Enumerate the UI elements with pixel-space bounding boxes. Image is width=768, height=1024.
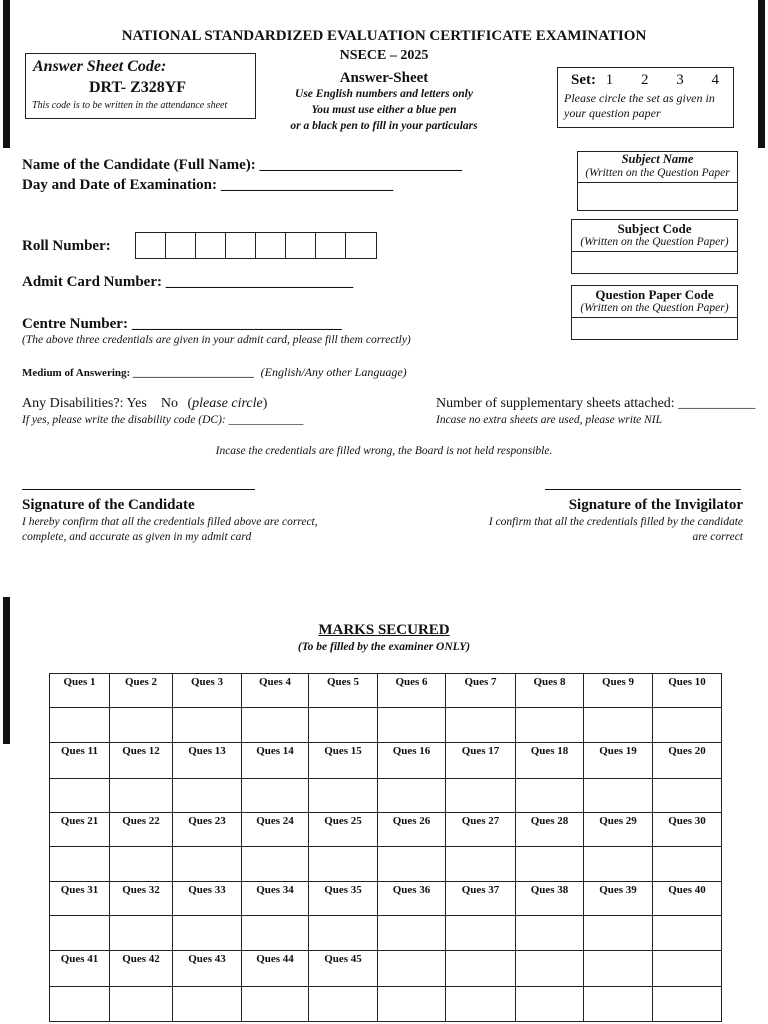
marks-question-row — [50, 743, 722, 779]
instruction-line-3: or a black pen to fill in your particulars — [290, 120, 478, 132]
marks-score-cell[interactable] — [50, 916, 110, 951]
answer-sheet-code-label: Answer Sheet Code: — [33, 58, 167, 75]
marks-score-cell[interactable] — [378, 708, 446, 743]
set-box — [557, 67, 734, 128]
exam-subtitle: NSECE – 2025 — [339, 48, 429, 63]
marks-question-label: Ques 31 — [50, 882, 110, 916]
marks-question-row — [50, 813, 722, 847]
subject-code-label: Subject Code — [617, 221, 692, 236]
marks-score-cell[interactable] — [584, 987, 653, 1022]
answer-sheet-code-value: DRT- Z328YF — [89, 79, 187, 96]
marks-score-cell[interactable] — [309, 987, 378, 1022]
marks-score-cell[interactable] — [584, 916, 653, 951]
marks-question-label: Ques 34 — [242, 882, 309, 916]
set-row — [571, 72, 719, 89]
marks-question-label: Ques 5 — [309, 674, 378, 708]
marks-score-cell[interactable] — [653, 708, 722, 743]
marks-question-label: Ques 26 — [378, 813, 446, 847]
exam-date-field[interactable]: Day and Date of Examination: _______________________ — [22, 177, 394, 193]
disability-question[interactable]: Any Disabilities?: Yes No — [22, 396, 178, 411]
marks-question-label: Ques 20 — [653, 743, 722, 779]
roll-digit-cell[interactable] — [196, 233, 226, 258]
set-note-line-1: Please circle the set as given in — [564, 91, 715, 105]
marks-score-cell[interactable] — [584, 708, 653, 743]
marks-score-cell[interactable] — [378, 847, 446, 882]
marks-question-label — [378, 951, 446, 987]
disability-code-field[interactable]: If yes, please write the disability code (DC): _____________ — [22, 414, 304, 426]
set-option-3[interactable]: 3 — [676, 72, 684, 88]
marks-score-cell[interactable] — [50, 847, 110, 882]
marks-score-cell[interactable] — [110, 779, 173, 813]
marks-score-row — [50, 987, 722, 1022]
marks-question-label: Ques 25 — [309, 813, 378, 847]
marks-score-cell[interactable] — [242, 847, 309, 882]
marks-question-label: Ques 2 — [110, 674, 173, 708]
marks-score-cell[interactable] — [446, 987, 516, 1022]
candidate-confirmation-line-1: I hereby confirm that all the credentials filled above are correct, — [22, 516, 318, 528]
candidate-confirmation-line-2: complete, and accurate as given in my admit card — [22, 531, 252, 543]
responsibility-note: Incase the credentials are filled wrong, the Board is not held responsible. — [215, 445, 553, 457]
marks-question-label: Ques 22 — [110, 813, 173, 847]
marks-score-cell[interactable] — [516, 916, 584, 951]
marks-question-row — [50, 951, 722, 987]
marks-score-cell[interactable] — [173, 847, 242, 882]
marks-score-cell[interactable] — [173, 779, 242, 813]
marks-score-cell[interactable] — [173, 987, 242, 1022]
roll-digit-cell[interactable] — [286, 233, 316, 258]
invigilator-signature-line[interactable] — [545, 489, 741, 490]
marks-score-cell[interactable] — [584, 847, 653, 882]
answer-sheet-code-box — [25, 53, 256, 119]
medium-row — [22, 365, 407, 380]
marks-question-label: Ques 13 — [173, 743, 242, 779]
marks-question-label: Ques 29 — [584, 813, 653, 847]
marks-question-label: Ques 36 — [378, 882, 446, 916]
disability-circle-note: please circle — [192, 396, 263, 411]
exam-title: NATIONAL STANDARDIZED EVALUATION CERTIFICATE EXAMINATION — [121, 28, 647, 44]
marks-score-cell[interactable] — [309, 779, 378, 813]
set-label: Set: — [571, 72, 596, 88]
marks-score-cell[interactable] — [446, 847, 516, 882]
marks-score-cell[interactable] — [516, 779, 584, 813]
marks-score-cell[interactable] — [110, 708, 173, 743]
medium-note: (English/Any other Language) — [260, 365, 407, 379]
question-paper-code-box — [571, 285, 738, 340]
marks-score-cell[interactable] — [309, 847, 378, 882]
marks-score-cell[interactable] — [242, 987, 309, 1022]
supplementary-note: Incase no extra sheets are used, please write NIL — [436, 414, 663, 426]
marks-score-cell[interactable] — [50, 779, 110, 813]
instruction-line-2: You must use either a blue pen — [311, 104, 457, 116]
marks-question-label — [584, 951, 653, 987]
marks-score-cell[interactable] — [516, 708, 584, 743]
answer-sheet-code-note: This code is to be written in the attendance sheet — [32, 100, 228, 111]
marks-question-label: Ques 45 — [309, 951, 378, 987]
marks-question-label: Ques 21 — [50, 813, 110, 847]
marks-score-row — [50, 916, 722, 951]
marks-question-label: Ques 40 — [653, 882, 722, 916]
marks-score-cell[interactable] — [50, 987, 110, 1022]
marks-question-label: Ques 24 — [242, 813, 309, 847]
marks-question-label — [516, 951, 584, 987]
roll-digit-cell[interactable] — [346, 233, 376, 258]
roll-digit-cell[interactable] — [166, 233, 196, 258]
marks-question-label — [446, 951, 516, 987]
marks-question-label: Ques 17 — [446, 743, 516, 779]
marks-question-label: Ques 37 — [446, 882, 516, 916]
marks-score-cell[interactable] — [446, 779, 516, 813]
marks-question-row — [50, 882, 722, 916]
marks-question-label: Ques 12 — [110, 743, 173, 779]
marks-question-label: Ques 41 — [50, 951, 110, 987]
invigilator-confirmation-line-1: I confirm that all the credentials filled by the candidate — [488, 516, 743, 528]
marks-question-label: Ques 27 — [446, 813, 516, 847]
marks-question-label: Ques 28 — [516, 813, 584, 847]
set-option-1[interactable]: 1 — [605, 72, 614, 88]
marks-question-label — [653, 951, 722, 987]
right-margin-bar — [758, 0, 765, 148]
question-paper-code-label: Question Paper Code — [595, 287, 714, 302]
marks-secured-title: MARKS SECURED — [318, 622, 450, 638]
marks-score-cell[interactable] — [584, 779, 653, 813]
marks-table — [49, 673, 722, 1022]
roll-digit-cell[interactable] — [256, 233, 286, 258]
marks-question-label: Ques 14 — [242, 743, 309, 779]
question-paper-code-input[interactable] — [572, 317, 737, 340]
roll-number-label: Roll Number: — [22, 238, 111, 254]
marks-score-cell[interactable] — [653, 779, 722, 813]
candidate-signature-label: Signature of the Candidate — [22, 497, 195, 513]
marks-question-label: Ques 3 — [173, 674, 242, 708]
marks-question-label: Ques 1 — [50, 674, 110, 708]
left-margin-bar-top — [3, 0, 10, 148]
marks-question-label: Ques 4 — [242, 674, 309, 708]
marks-score-cell[interactable] — [516, 987, 584, 1022]
marks-question-label: Ques 38 — [516, 882, 584, 916]
marks-question-label: Ques 18 — [516, 743, 584, 779]
candidate-signature-line[interactable] — [22, 489, 255, 490]
marks-question-label: Ques 43 — [173, 951, 242, 987]
admit-card-field[interactable]: Admit Card Number: _________________________ — [22, 274, 354, 290]
marks-score-cell[interactable] — [653, 847, 722, 882]
marks-score-cell[interactable] — [242, 779, 309, 813]
left-margin-bar-bottom — [3, 597, 10, 744]
subject-name-box — [577, 151, 738, 211]
marks-score-row — [50, 847, 722, 882]
marks-score-cell[interactable] — [110, 916, 173, 951]
marks-score-cell[interactable] — [378, 779, 446, 813]
marks-question-label: Ques 23 — [173, 813, 242, 847]
marks-score-cell[interactable] — [50, 708, 110, 743]
answer-sheet-label: Answer-Sheet — [339, 70, 429, 86]
marks-score-cell[interactable] — [516, 847, 584, 882]
marks-question-label: Ques 9 — [584, 674, 653, 708]
marks-score-cell[interactable] — [242, 708, 309, 743]
marks-question-label: Ques 44 — [242, 951, 309, 987]
marks-score-cell[interactable] — [446, 708, 516, 743]
marks-score-cell[interactable] — [653, 916, 722, 951]
marks-score-cell[interactable] — [173, 916, 242, 951]
subject-code-note: (Written on the Question Paper) — [580, 236, 729, 248]
invigilator-confirmation-line-2: are correct — [692, 531, 743, 543]
roll-number-grid[interactable] — [135, 232, 377, 259]
disability-row: Any Disabilities?: Yes No (please circle) — [22, 396, 268, 411]
marks-score-cell[interactable] — [309, 708, 378, 743]
marks-score-cell[interactable] — [378, 987, 446, 1022]
subject-code-input[interactable] — [572, 251, 737, 274]
marks-question-label: Ques 16 — [378, 743, 446, 779]
question-paper-code-note: (Written on the Question Paper) — [580, 302, 729, 314]
subject-name-note: (Written on the Question Paper — [585, 167, 730, 179]
marks-score-cell[interactable] — [653, 987, 722, 1022]
marks-question-label: Ques 30 — [653, 813, 722, 847]
marks-score-cell[interactable] — [446, 916, 516, 951]
marks-question-label: Ques 11 — [50, 743, 110, 779]
marks-question-label: Ques 6 — [378, 674, 446, 708]
subject-name-input[interactable] — [578, 182, 737, 211]
centre-number-field[interactable]: Centre Number: ____________________________ — [22, 316, 342, 332]
marks-question-label: Ques 39 — [584, 882, 653, 916]
marks-question-label: Ques 32 — [110, 882, 173, 916]
marks-score-row — [50, 708, 722, 743]
subject-name-label: Subject Name — [621, 152, 694, 166]
marks-question-label: Ques 8 — [516, 674, 584, 708]
subject-code-box — [571, 219, 738, 274]
marks-question-label: Ques 19 — [584, 743, 653, 779]
set-note-line-2: your question paper — [564, 106, 661, 120]
marks-score-cell[interactable] — [110, 987, 173, 1022]
marks-question-label: Ques 10 — [653, 674, 722, 708]
roll-digit-cell[interactable] — [316, 233, 346, 258]
marks-score-cell[interactable] — [110, 847, 173, 882]
marks-question-row — [50, 674, 722, 708]
credentials-note: (The above three credentials are given in your admit card, please fill them correctly) — [22, 334, 411, 346]
marks-question-label: Ques 7 — [446, 674, 516, 708]
marks-score-cell[interactable] — [309, 916, 378, 951]
marks-question-label: Ques 42 — [110, 951, 173, 987]
marks-question-label: Ques 33 — [173, 882, 242, 916]
candidate-name-field[interactable]: Name of the Candidate (Full Name): ___________________________ — [22, 157, 462, 173]
marks-score-cell[interactable] — [242, 916, 309, 951]
supplementary-sheets-field[interactable]: Number of supplementary sheets attached: ___________ — [436, 396, 756, 411]
marks-score-cell[interactable] — [173, 708, 242, 743]
invigilator-signature-label: Signature of the Invigilator — [568, 497, 743, 513]
roll-digit-cell[interactable] — [136, 233, 166, 258]
marks-score-cell[interactable] — [378, 916, 446, 951]
set-option-2[interactable]: 2 — [641, 72, 649, 88]
marks-secured-subtitle: (To be filled by the examiner ONLY) — [297, 641, 471, 653]
roll-digit-cell[interactable] — [226, 233, 256, 258]
instruction-line-1: Use English numbers and letters only — [295, 88, 473, 100]
marks-score-row — [50, 779, 722, 813]
marks-question-label: Ques 35 — [309, 882, 378, 916]
medium-field[interactable]: Medium of Answering: ______________________ — [22, 367, 254, 379]
marks-question-label: Ques 15 — [309, 743, 378, 779]
set-option-4[interactable]: 4 — [711, 72, 719, 88]
